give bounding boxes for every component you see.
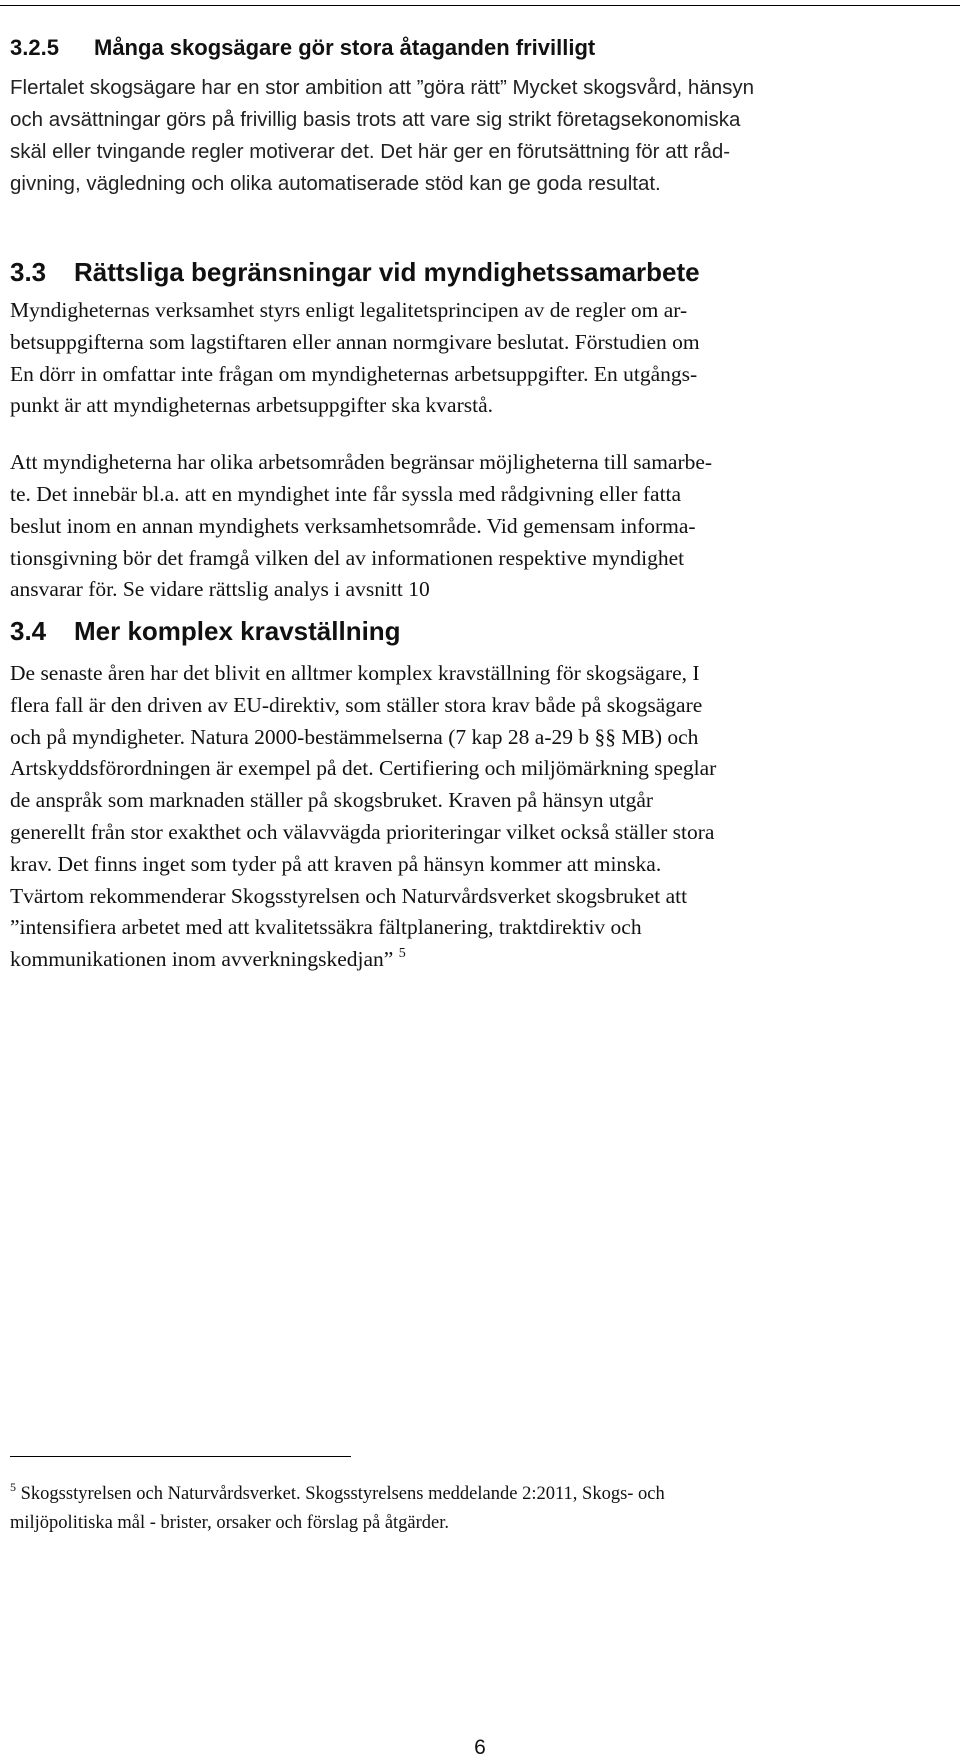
text-line: beslut inom en annan myndighets verksamhetsområde. Vid gemensam informa- <box>10 513 696 538</box>
footnote-line <box>10 1480 950 1509</box>
text-line: Tvärtom rekommenderar Skogsstyrelsen och Naturvårdsverket skogsbruket att <box>10 883 688 908</box>
footnote-text: Skogsstyrelsen och Naturvårdsverket. Skogsstyrelsens meddelande 2:2011, Skogs- och <box>16 1484 665 1504</box>
footnote-separator <box>10 1456 351 1457</box>
section-heading <box>10 33 950 63</box>
text-line: generellt från stor exakthet och välavvägda prioriteringar vilket också ställer stora <box>10 819 715 844</box>
section-number: 3.2.5 <box>10 35 59 60</box>
footnote-marker: 5 <box>10 1480 16 1494</box>
text-line: de anspråk som marknaden ställer på skogsbruket. Kraven på hänsyn utgår <box>10 788 654 813</box>
footnote-line: miljöpolitiska mål - brister, orsaker och förslag på åtgärder. <box>10 1513 450 1533</box>
text-line: Artskyddsförordningen är exempel på det. Certifiering och miljömärkning speglar <box>10 756 717 781</box>
text-line: Flertalet skogsägare har en stor ambition att ”göra rätt” Mycket skogsvård, hänsyn <box>10 76 755 99</box>
footnote-reference[interactable]: 5 <box>398 946 406 962</box>
section-3-2-5 <box>10 33 950 200</box>
text-line: Att myndigheterna har olika arbetsområden begränsar möjligheterna till samarbe- <box>10 450 713 475</box>
paragraph <box>10 295 950 422</box>
section-title: Rättsliga begränsningar vid myndighetssamarbete <box>74 257 700 287</box>
text-line: te. Det innebär bl.a. att en myndighet inte får syssla med rådgivning eller fatta <box>10 481 682 506</box>
section-3-4 <box>10 614 950 976</box>
text-line: betsuppgifterna som lagstiftaren eller annan normgivare beslutat. Förstudien om <box>10 329 700 354</box>
text-line: En dörr in omfattar inte frågan om myndigheternas arbetsuppgifter. En utgångs- <box>10 361 698 386</box>
text-line: ”intensifiera arbetet med att kvalitetssäkra fältplanering, traktdirektiv och <box>10 915 642 940</box>
text-line: skäl eller tvingande regler motiverar det. Det här ger en förutsättning för att råd- <box>10 140 731 163</box>
paragraph <box>10 658 950 976</box>
section-heading <box>10 255 950 289</box>
footnote <box>10 1480 950 1538</box>
section-title: Mer komplex kravställning <box>74 616 401 646</box>
text-line: tionsgivning bör det framgå vilken del av informationen respektive myndighet <box>10 545 685 570</box>
text-line: De senaste åren har det blivit en alltmer komplex kravställning för skogsägare, I <box>10 661 700 685</box>
text-line: ansvarar för. Se vidare rättslig analys i avsnitt 10 <box>10 577 430 602</box>
text-line: och på myndigheter. Natura 2000-bestämmelserna (7 kap 28 a-29 b §§ MB) och <box>10 724 699 749</box>
section-heading <box>10 614 950 648</box>
text-line: givning, vägledning och olika automatiserade stöd kan ge goda resultat. <box>10 172 661 195</box>
paragraph <box>10 447 950 606</box>
page-number: 6 <box>474 1736 486 1759</box>
text-line: och avsättningar görs på frivillig basis trots att vare sig strikt företagsekonomiska <box>10 108 741 131</box>
section-number: 3.3 <box>10 257 47 287</box>
text-line: punkt är att myndigheternas arbetsuppgifter ska kvarstå. <box>10 393 494 418</box>
section-number: 3.4 <box>10 616 47 646</box>
text-line-content: kommunikationen inom avverkningskedjan” <box>10 947 394 972</box>
top-rule <box>0 5 960 6</box>
text-line: flera fall är den driven av EU-direktiv, som ställer stora krav både på skogsägare <box>10 692 703 717</box>
paragraph <box>10 72 950 200</box>
section-title: Många skogsägare gör stora åtaganden frivilligt <box>94 35 596 60</box>
text-line <box>10 944 950 976</box>
text-line: Myndigheternas verksamhet styrs enligt legalitetsprincipen av de regler om ar- <box>10 298 688 322</box>
text-line: krav. Det finns inget som tyder på att kraven på hänsyn kommer att minska. <box>10 851 662 876</box>
section-3-3 <box>10 255 950 606</box>
